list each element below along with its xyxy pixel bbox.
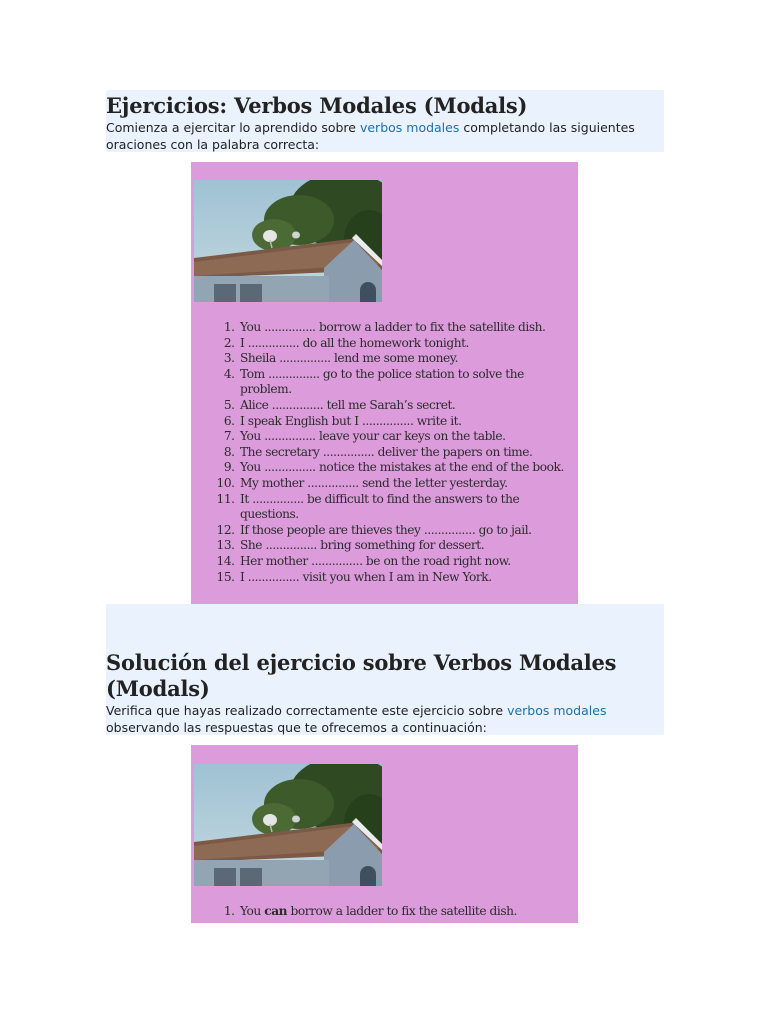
solution-header-band xyxy=(106,604,664,735)
page-title: Ejercicios: Verbos Modales (Modals) xyxy=(106,93,528,118)
intro-text-after: completando las siguientes oraciones con la palabra correcta: xyxy=(106,120,635,152)
solution-box xyxy=(191,745,578,923)
solution-title: Solución del ejercicio sobre Verbos Modales (Modals) xyxy=(106,650,617,701)
intro-text-before: Comienza a ejercitar lo aprendido sobre xyxy=(106,120,360,135)
solution-intro xyxy=(106,702,664,736)
exercise-item: 2. I ............... do all the homework tonight. xyxy=(238,336,578,352)
house-photo-2 xyxy=(194,764,382,886)
exercise-item: 12. If those people are thieves they ............... go to jail. xyxy=(238,523,578,539)
solution-answer: can xyxy=(264,904,288,918)
exercise-header-band xyxy=(106,90,664,152)
solution-intro-after: observando las respuestas que te ofrecemos a continuación: xyxy=(106,720,487,735)
house-roof-image-2 xyxy=(194,764,382,886)
exercise-box xyxy=(191,162,578,604)
verbos-modales-link[interactable]: verbos modales xyxy=(359,120,460,135)
exercise-intro xyxy=(106,119,664,153)
exercise-item: 1. You ............... borrow a ladder to fix the satellite dish. xyxy=(238,320,578,336)
solution-intro-before: Verifica que hayas realizado correctamente este ejercicio sobre xyxy=(106,703,508,718)
verbos-modales-link-2[interactable]: verbos modales xyxy=(507,703,607,718)
exercise-item: 5. Alice ............... tell me Sarah’s secret. xyxy=(238,398,578,414)
exercise-item: 10. My mother ............... send the letter yesterday. xyxy=(238,476,578,492)
solution-item xyxy=(238,904,578,920)
exercise-item: 13. She ............... bring something for dessert. xyxy=(238,538,578,554)
house-roof-image xyxy=(194,180,382,302)
exercise-list xyxy=(211,320,578,585)
exercise-item: 11. It ............... be difficult to find the answers to the questions. xyxy=(238,492,578,523)
exercise-item: 14. Her mother ............... be on the road right now. xyxy=(238,554,578,570)
solution-before: You xyxy=(240,904,265,918)
exercise-item: 6. I speak English but I ............... write it. xyxy=(238,414,578,430)
house-photo xyxy=(194,180,382,302)
exercise-item: 15. I ............... visit you when I am in New York. xyxy=(238,570,578,586)
solution-after: borrow a ladder to fix the satellite dish. xyxy=(287,904,517,918)
exercise-item: 9. You ............... notice the mistakes at the end of the book. xyxy=(238,460,578,476)
exercise-item: 3. Sheila ............... lend me some money. xyxy=(238,351,578,367)
exercise-item: 7. You ............... leave your car keys on the table. xyxy=(238,429,578,445)
exercise-item: 8. The secretary ............... deliver the papers on time. xyxy=(238,445,578,461)
exercise-item: 4. Tom ............... go to the police station to solve the problem. xyxy=(238,367,578,398)
solution-list xyxy=(211,904,578,920)
